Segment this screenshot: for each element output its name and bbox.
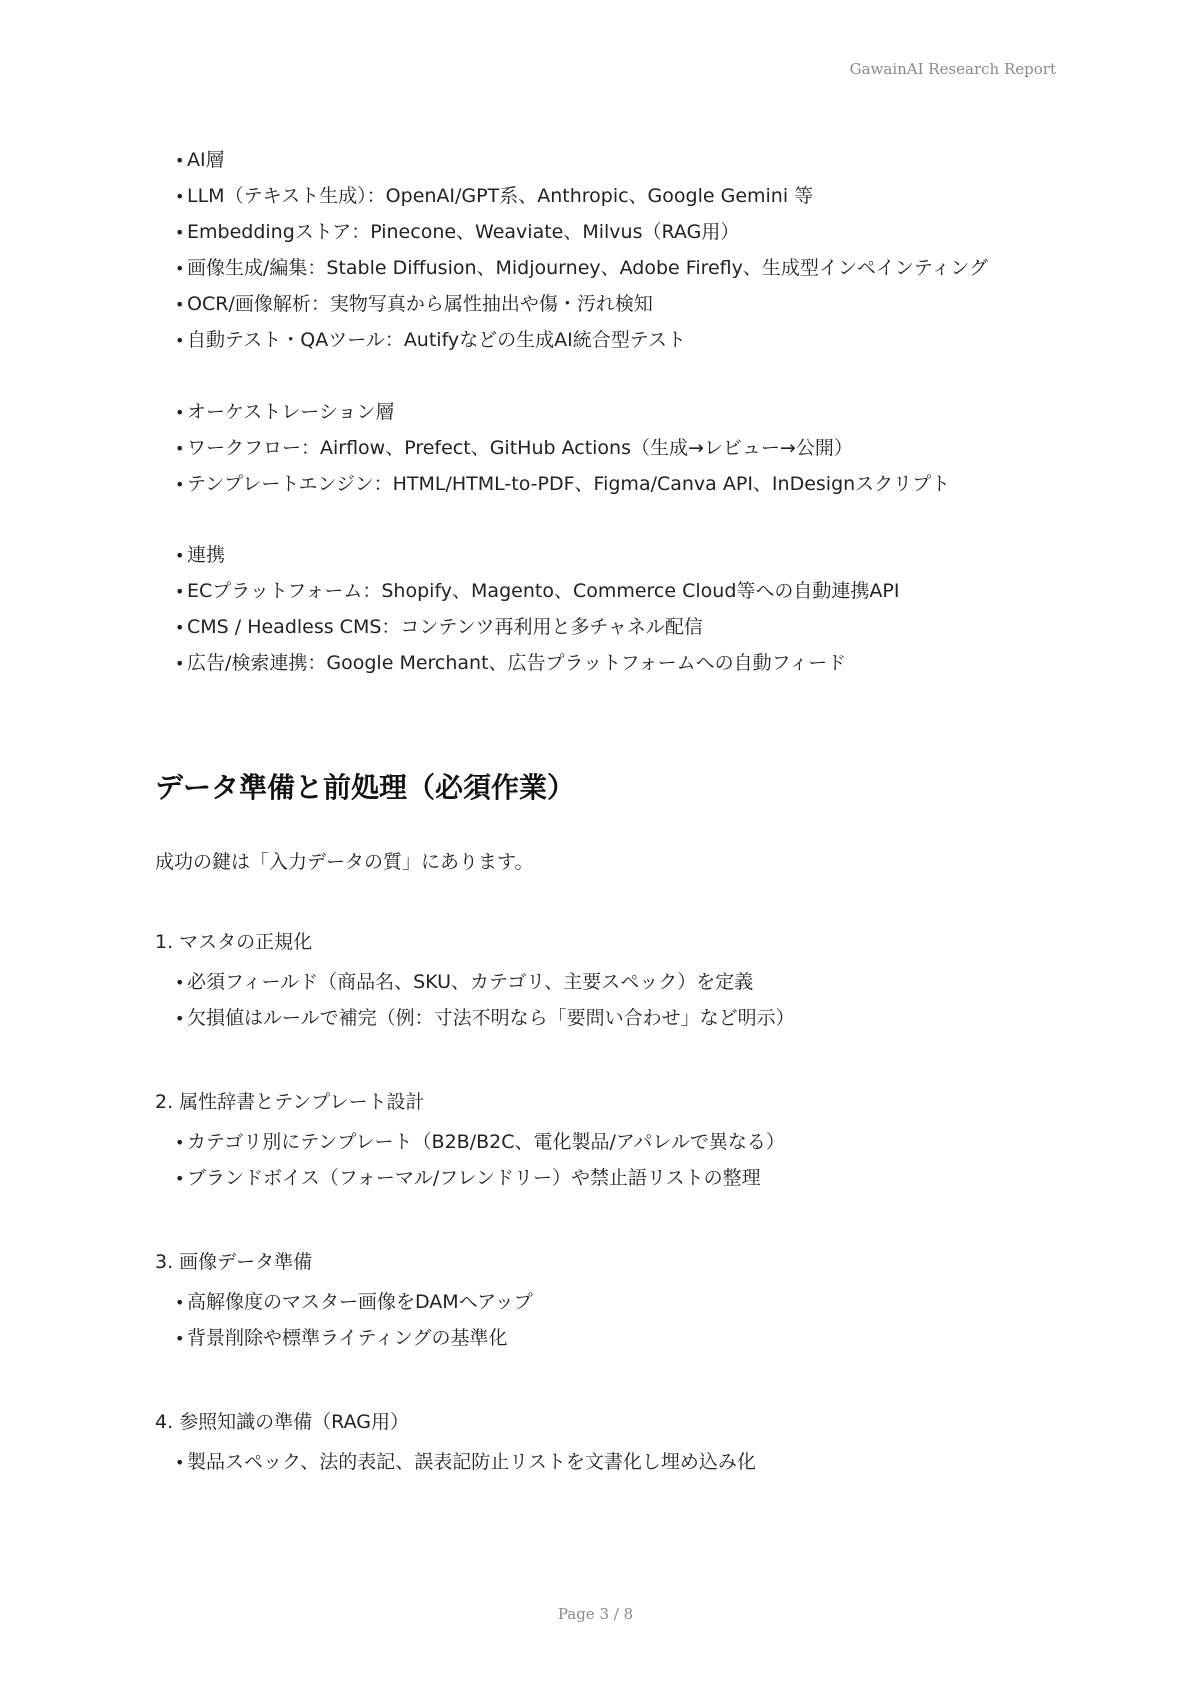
list-item: • 自動テスト・QAツール：Autifyなどの生成AI統合型テスト bbox=[175, 329, 687, 351]
list-item: • ブランドボイス（フォーマル/フレンドリー）や禁止語リストの整理 bbox=[175, 1167, 761, 1189]
bullet-icon: • bbox=[175, 151, 185, 170]
bullet-icon: • bbox=[175, 618, 185, 637]
bullet-icon: • bbox=[175, 331, 185, 350]
list-item: • 背景削除や標準ライティングの基準化 bbox=[175, 1327, 508, 1349]
numbered-item-title: 1. マスタの正規化 bbox=[155, 931, 313, 953]
bullet-icon: • bbox=[175, 1009, 185, 1028]
list-item: • 画像生成/編集：Stable Diffusion、Midjourney、Adobe Firefly、生成型インペインティング bbox=[175, 257, 988, 279]
numbered-item-title: 4. 参照知識の準備（RAG用） bbox=[155, 1411, 409, 1433]
list-item: • 広告/検索連携：Google Merchant、広告プラットフォームへの自動フィード bbox=[175, 652, 847, 674]
section-heading: データ準備と前処理（必須作業） bbox=[155, 771, 576, 804]
page-number: Page 3 / 8 bbox=[557, 1605, 634, 1623]
bullet-icon: • bbox=[175, 295, 185, 314]
list-item: • 連携 bbox=[175, 544, 226, 566]
intro-paragraph: 成功の鍵は「入力データの質」にあります。 bbox=[155, 851, 534, 873]
list-item: • LLM（テキスト生成）：OpenAI/GPT系、Anthropic、Google Gemini 等 bbox=[175, 185, 814, 207]
list-item: • 高解像度のマスター画像をDAMへアップ bbox=[175, 1291, 533, 1313]
list-item: • 製品スペック、法的表記、誤表記防止リストを文書化し埋め込み化 bbox=[175, 1451, 756, 1473]
list-item: • ECプラットフォーム：Shopify、Magento、Commerce Cloud等への自動連携API bbox=[175, 580, 900, 602]
list-item: • Embeddingストア：Pinecone、Weaviate、Milvus（RAG用） bbox=[175, 221, 740, 243]
list-item: • 必須フィールド（商品名、SKU、カテゴリ、主要スペック）を定義 bbox=[175, 971, 754, 993]
bullet-icon: • bbox=[175, 1133, 185, 1152]
numbered-item-title: 3. 画像データ準備 bbox=[155, 1251, 313, 1273]
bullet-icon: • bbox=[175, 403, 185, 422]
bullet-icon: • bbox=[175, 1293, 185, 1312]
list-item: • オーケストレーション層 bbox=[175, 401, 395, 423]
numbered-item-title: 2. 属性辞書とテンプレート設計 bbox=[155, 1091, 425, 1113]
bullet-icon: • bbox=[175, 187, 185, 206]
list-item: • ワークフロー：Airflow、Prefect、GitHub Actions（生成→レビュー→公開） bbox=[175, 437, 853, 459]
list-item: • OCR/画像解析：実物写真から属性抽出や傷・汚れ検知 bbox=[175, 293, 653, 315]
running-header: GawainAI Research Report bbox=[849, 60, 1056, 78]
bullet-icon: • bbox=[175, 223, 185, 242]
bullet-icon: • bbox=[175, 582, 185, 601]
bullet-icon: • bbox=[175, 1329, 185, 1348]
bullet-icon: • bbox=[175, 439, 185, 458]
list-item: • カテゴリ別にテンプレート（B2B/B2C、電化製品/アパレルで異なる） bbox=[175, 1131, 785, 1153]
list-item: • テンプレートエンジン：HTML/HTML-to-PDF、Figma/Canva API、InDesignスクリプト bbox=[175, 473, 951, 495]
bullet-icon: • bbox=[175, 1169, 185, 1188]
bullet-icon: • bbox=[175, 1453, 185, 1472]
list-item: • 欠損値はルールで補完（例：寸法不明なら「要問い合わせ」など明示） bbox=[175, 1007, 795, 1029]
bullet-icon: • bbox=[175, 654, 185, 673]
bullet-icon: • bbox=[175, 546, 185, 565]
bullet-icon: • bbox=[175, 259, 185, 278]
bullet-icon: • bbox=[175, 475, 185, 494]
list-item: • AI層 bbox=[175, 149, 225, 171]
bullet-icon: • bbox=[175, 973, 185, 992]
list-item: • CMS / Headless CMS：コンテンツ再利用と多チャネル配信 bbox=[175, 616, 703, 638]
